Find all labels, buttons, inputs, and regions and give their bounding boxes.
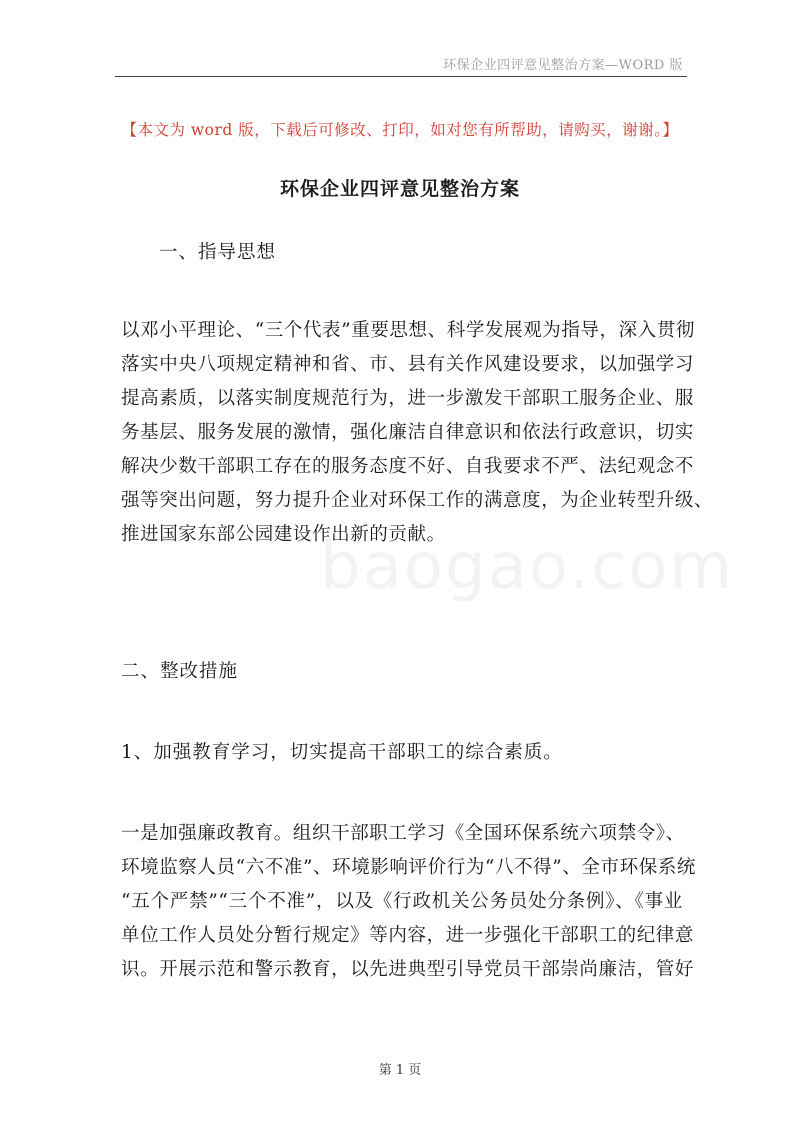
- paragraph-line: 推进国家东部公园建设作出新的贡献。: [121, 524, 446, 545]
- document-title: 环保企业四评意见整治方案: [279, 178, 520, 200]
- paragraph-guiding-ideology: [121, 314, 714, 552]
- purchase-notice: 【本文为 word 版，下载后可修改、打印，如对您有所帮助，请购买，谢谢。】: [121, 121, 679, 139]
- paragraph-line: 单位工作人员处分暂行规定》等内容，进一步强化干部职工的纪律意: [121, 925, 695, 946]
- paragraph-line: 环境监察人员“六不准”、环境影响评价行为“八不得”、全市环保系统: [121, 857, 697, 878]
- sub-heading-education: 1、加强教育学习，切实提高干部职工的综合素质。: [121, 742, 563, 763]
- paragraph-line: 一是加强廉政教育。组织干部职工学习《全国环保系统六项禁令》、: [121, 823, 685, 844]
- paragraph-line: “五个严禁”“三个不准”，以及《行政机关公务员处分条例》、《事业: [121, 891, 683, 912]
- running-header: 环保企业四评意见整治方案—WORD 版: [443, 58, 683, 73]
- section-heading-rectification: 二、整改措施: [121, 661, 239, 682]
- section-heading-guiding-ideology: 一、指导思想: [159, 242, 277, 263]
- paragraph-line: 务基层、服务发展的激情，强化廉洁自律意识和依法行政意识，切实: [121, 422, 695, 443]
- paragraph-line: 落实中央八项规定精神和省、市、县有关作风建设要求，以加强学习: [121, 354, 695, 375]
- paragraph-line: 提高素质，以落实制度规范行为，进一步激发干部职工服务企业、服: [121, 388, 695, 409]
- page-number: 第 1 页: [378, 1063, 422, 1078]
- header-rule: [115, 76, 687, 77]
- paragraph-line: 以邓小平理论、“三个代表”重要思想、科学发展观为指导，深入贯彻: [121, 320, 696, 341]
- paragraph-line: 强等突出问题，努力提升企业对环保工作的满意度，为企业转型升级、: [121, 490, 714, 511]
- paragraph-line: 解决少数干部职工存在的服务态度不好、自我要求不严、法纪观念不: [121, 456, 695, 477]
- watermark: baogao.com: [320, 530, 734, 604]
- paragraph-integrity-education: [121, 817, 697, 987]
- paragraph-line: 识。开展示范和警示教育，以先进典型引导党员干部崇尚廉洁，管好: [121, 959, 695, 980]
